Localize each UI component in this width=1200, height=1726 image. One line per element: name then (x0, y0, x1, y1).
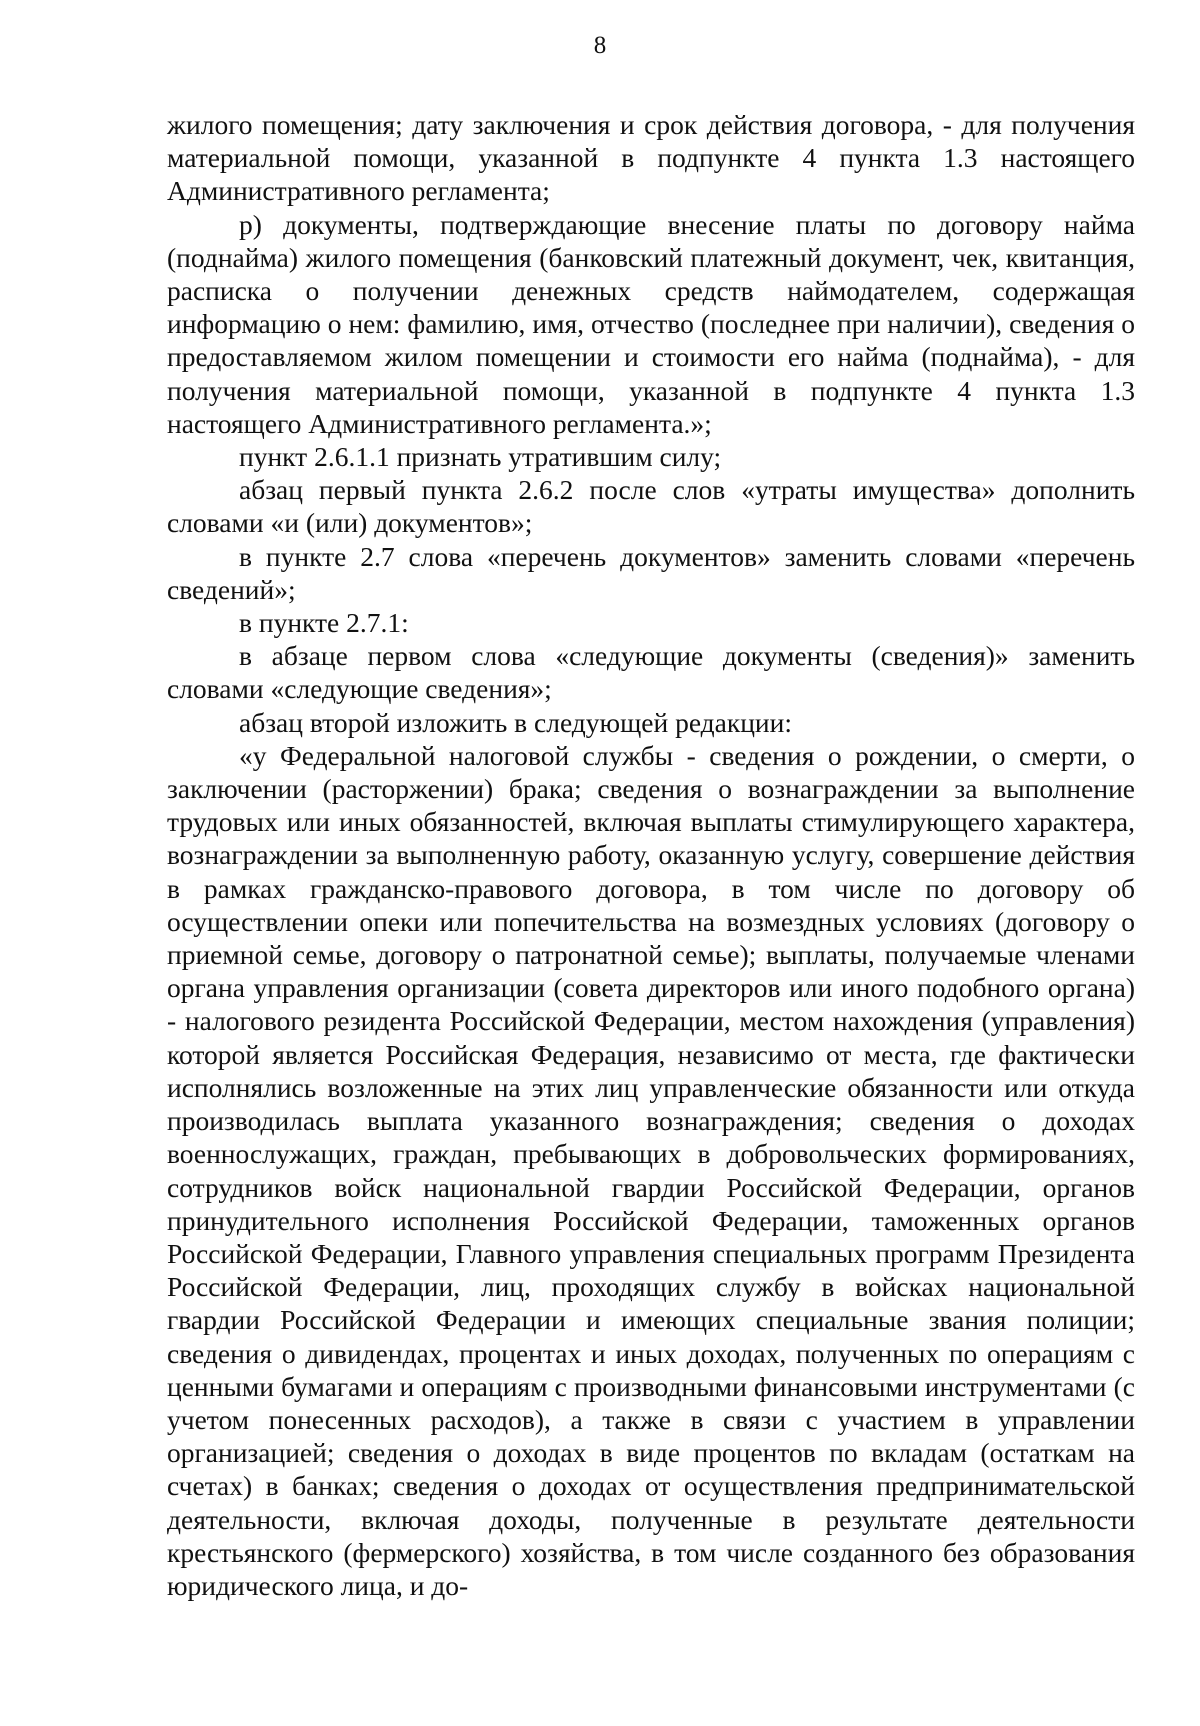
paragraph-second-abzac: абзац второй изложить в следующей редакции: (239, 706, 793, 738)
page-number: 8 (593, 32, 607, 59)
paragraph-2-6-2: абзац первый пункта 2.6.2 после слов «утраты имущества» дополнить словами «и (или) документов»; (167, 474, 1135, 539)
document-body (167, 108, 1135, 1602)
paragraph-2-6-1-1: пункт 2.6.1.1 признать утратившим силу; (239, 441, 722, 473)
paragraph-first-abzac: в абзаце первом слова «следующие документы (сведения)» заменить словами «следующие сведения»; (167, 640, 1135, 705)
paragraph-2-7-1: в пункте 2.7.1: (239, 607, 409, 639)
paragraph-new-wording: «у Федеральной налоговой службы - сведения о рождении, о смерти, о заключении (расторжении) брака; сведения о вознаграждении за выполнение трудовых или иных обязанностей, включая выплаты стимулирующего характера, вознаграждении за выполненную работу, оказанную услугу, совершение действия в рамках гражданско-правового договора, в том числе по договору об осуществлении опеки или попечительства на возмездных условиях (договору о приемной семье, договору о патронатной семье); выплаты, получаемые членами органа управления организации (совета директоров или иного подобного органа) - налогового резидента Российской Федерации, местом нахождения (управления) которой является Российская Федерация, независимо от места, где фактически исполнялись возложенные на этих лиц управленческие обязанности или откуда производилась выплата указанного вознаграждения; сведения о доходах военнослужащих, граждан, пребывающих в добровольческих формированиях, сотрудников войск национальной гвардии Российской Федерации, органов принудительного исполнения Российской Федерации, таможенных органов Российской Федерации, Главного управления специальных программ Президента Российской Федерации, лиц, проходящих службу в войсках национальной гвардии Российской Федерации и имеющих специальные звания полиции; сведения о дивидендах, процентах и иных доходах, полученных по операциям с ценными бумагами и операциям с производными финансовыми инструментами (с учетом понесенных расходов), а также в связи с участием в управлении организацией; сведения о доходах в виде процентов по вкладам (остаткам на счетах) в банках; сведения о доходах от осуществления предпринимательской деятельности, включая доходы, полученные в результате деятельности крестьянского (фермерского) хозяйства, в том числе созданного без образования юридического лица, и до- (167, 739, 1135, 1601)
paragraph-continuation: жилого помещения; дату заключения и срок действия договора, - для получения материальной помощи, указанной в подпункте 4 пункта 1.3 настоящего Административного регламента; (167, 109, 1135, 207)
paragraph-item-r: р) документы, подтверждающие внесение платы по договору найма (поднайма) жилого помещения (банковский платежный документ, чек, квитанция, расписка о получении денежных средств наймодателем, содержащая информацию о нем: фамилию, имя, отчество (последнее при наличии), сведения о предоставляемом жилом помещении и стоимости его найма (поднайма), - для получения материальной помощи, указанной в подпункте 4 пункта 1.3 настоящего Административного регламента.»; (167, 208, 1135, 439)
paragraph-2-7: в пункте 2.7 слова «перечень документов» заменить словами «перечень сведений»; (167, 540, 1135, 605)
